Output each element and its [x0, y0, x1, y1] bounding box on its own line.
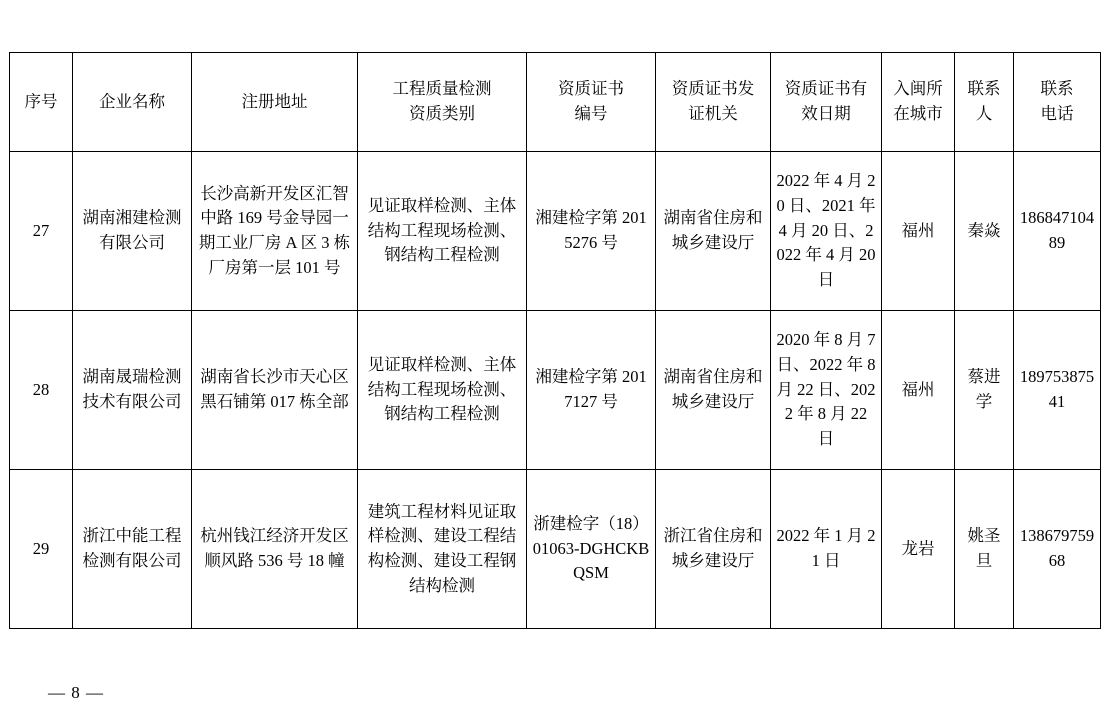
cell-issuer: 湖南省住房和城乡建设厅 — [656, 311, 771, 470]
cell-contact: 蔡进学 — [955, 311, 1014, 470]
cell-phone: 18684710489 — [1014, 152, 1101, 311]
cell-address: 杭州钱江经济开发区顺风路 536 号 18 幢 — [192, 470, 358, 629]
column-header-seq: 序号 — [10, 53, 73, 152]
cell-city: 龙岩 — [882, 470, 955, 629]
cell-address: 湖南省长沙市天心区黑石铺第 017 栋全部 — [192, 311, 358, 470]
column-header-cert-no: 资质证书 编号 — [527, 53, 656, 152]
column-header-valid: 资质证书有 效日期 — [771, 53, 882, 152]
page-number: — 8 — — [48, 683, 104, 702]
cell-seq: 29 — [10, 470, 73, 629]
cell-city: 福州 — [882, 311, 955, 470]
cell-issuer: 浙江省住房和城乡建设厅 — [656, 470, 771, 629]
column-header-contact: 联系 人 — [955, 53, 1014, 152]
cell-name: 浙江中能工程检测有限公司 — [73, 470, 192, 629]
column-header-address: 注册地址 — [192, 53, 358, 152]
cell-type: 见证取样检测、主体结构工程现场检测、钢结构工程检测 — [358, 152, 527, 311]
column-header-type: 工程质量检测 资质类别 — [358, 53, 527, 152]
cell-city: 福州 — [882, 152, 955, 311]
qualification-table — [9, 52, 1101, 629]
cell-valid: 2022 年 4 月 20 日、2021 年 4 月 20 日、2022 年 4 月 20 日 — [771, 152, 882, 311]
column-header-phone: 联系 电话 — [1014, 53, 1101, 152]
column-header-city: 入闽所 在城市 — [882, 53, 955, 152]
cell-seq: 28 — [10, 311, 73, 470]
table-header — [10, 53, 1101, 152]
cell-valid: 2022 年 1 月 21 日 — [771, 470, 882, 629]
cell-valid: 2020 年 8 月 7 日、2022 年 8 月 22 日、2022 年 8 月 22 日 — [771, 311, 882, 470]
cell-cert-no: 浙建检字（18）01063-DGHCKBQSM — [527, 470, 656, 629]
table-header-row — [10, 53, 1101, 152]
cell-name: 湖南湘建检测有限公司 — [73, 152, 192, 311]
cell-name: 湖南晟瑞检测技术有限公司 — [73, 311, 192, 470]
cell-cert-no: 湘建检字第 2015276 号 — [527, 152, 656, 311]
cell-address: 长沙高新开发区汇智中路 169 号金导园一期工业厂房 A 区 3 栋厂房第一层 101 号 — [192, 152, 358, 311]
table-row — [10, 470, 1101, 629]
cell-phone: 18975387541 — [1014, 311, 1101, 470]
cell-seq: 27 — [10, 152, 73, 311]
table-body — [10, 152, 1101, 629]
cell-type: 见证取样检测、主体结构工程现场检测、钢结构工程检测 — [358, 311, 527, 470]
table-row — [10, 152, 1101, 311]
cell-contact: 姚圣旦 — [955, 470, 1014, 629]
cell-phone: 13867975968 — [1014, 470, 1101, 629]
column-header-issuer: 资质证书发 证机关 — [656, 53, 771, 152]
cell-contact: 秦焱 — [955, 152, 1014, 311]
cell-type: 建筑工程材料见证取样检测、建设工程结构检测、建设工程钢结构检测 — [358, 470, 527, 629]
table-row — [10, 311, 1101, 470]
column-header-name: 企业名称 — [73, 53, 192, 152]
cell-cert-no: 湘建检字第 2017127 号 — [527, 311, 656, 470]
cell-issuer: 湖南省住房和城乡建设厅 — [656, 152, 771, 311]
